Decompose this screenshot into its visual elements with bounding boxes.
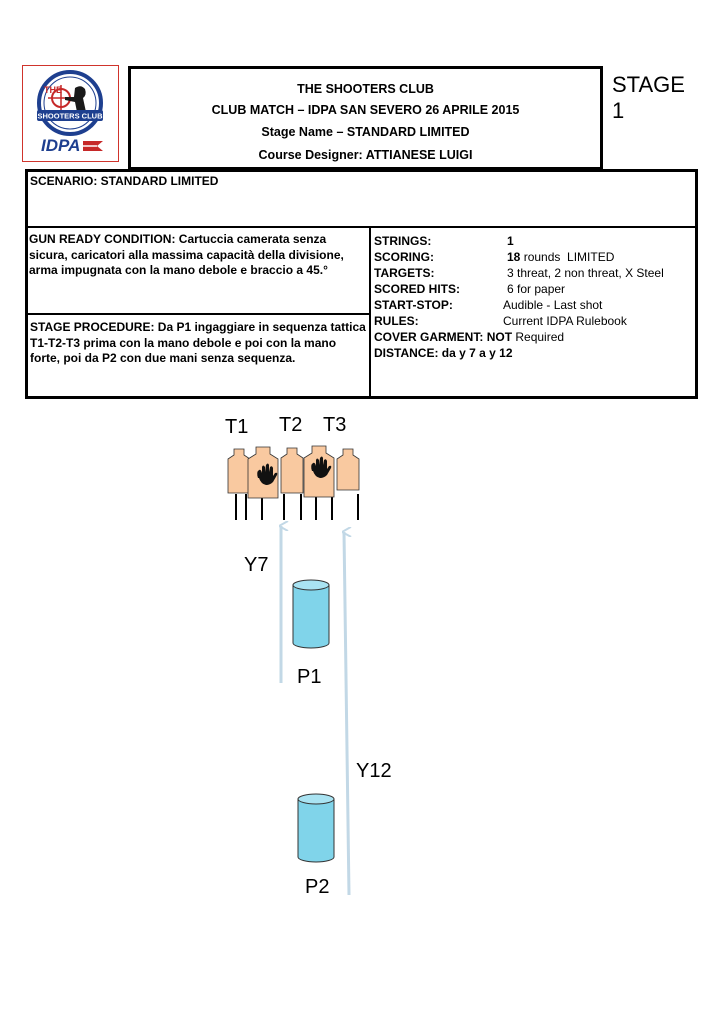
non-threat-target-1 [248, 447, 278, 498]
info-distance: DISTANCE: da y 7 a y 12 [374, 346, 513, 360]
stage-label-text: STAGE [612, 72, 685, 97]
logo-top-text: THE [44, 85, 62, 95]
stage-header [128, 66, 603, 170]
target-t3 [337, 449, 359, 490]
club-logo [22, 65, 119, 162]
stage-procedure: STAGE PROCEDURE: Da P1 ingaggiare in sequenza tattica T1-T2-T3 prima con la mano debole e poi con la mano forte, poi da P2 con due mani senza sequenza. [30, 320, 366, 365]
header-match-name: CLUB MATCH – IDPA SAN SEVERO 26 APRILE 2015 [211, 103, 520, 117]
target-label-t1: T1 [225, 416, 249, 438]
info-targets: TARGETS: 3 threat, 2 non threat, X Steel [374, 266, 664, 280]
info-scored-hits: SCORED HITS: 6 for paper [374, 282, 566, 296]
distance-label-y12: Y12 [356, 760, 392, 782]
target-t2 [281, 448, 303, 493]
stage-number [612, 72, 685, 124]
header-stage-name: Stage Name – STANDARD LIMITED [261, 125, 470, 139]
logo-club-text: SHOOTERS CLUB [37, 111, 103, 121]
position-p2-barrel [298, 794, 334, 862]
info-scoring: SCORING: 18 rounds LIMITED [374, 250, 615, 264]
logo-emblem [23, 66, 118, 161]
distance-label-y7: Y7 [244, 554, 269, 576]
header-club-name: THE SHOOTERS CLUB [297, 82, 434, 96]
stage-diagram [0, 400, 724, 1000]
header-course-designer: Course Designer: ATTIANESE LUIGI [258, 148, 473, 162]
table-divider [25, 226, 698, 228]
stage-number-value: 1 [612, 98, 625, 123]
table-divider [25, 313, 370, 315]
info-start-stop: START-STOP: Audible - Last shot [374, 298, 603, 312]
scenario-text: SCENARIO: STANDARD LIMITED [30, 174, 219, 188]
info-cover-garment: COVER GARMENT: NOT Required [374, 330, 565, 344]
arrow-p2-to-targets [344, 532, 349, 895]
gun-ready-condition: GUN READY CONDITION: Cartuccia camerata senza sicura, caricatori alla massima capacità della divisione, arma impugnata con la mano debole e braccio a 45.° [29, 232, 344, 277]
logo-org-text: IDPA [41, 136, 81, 155]
target-label-t3: T3 [323, 414, 347, 436]
position-p1-barrel [293, 580, 329, 648]
target-t1 [228, 449, 250, 493]
stage-info-list [374, 233, 694, 361]
info-strings: STRINGS: 1 [374, 234, 514, 248]
target-label-t2: T2 [279, 414, 303, 436]
info-rules: RULES: Current IDPA Rulebook [374, 314, 627, 328]
position-label-p1: P1 [297, 666, 322, 688]
position-label-p2: P2 [305, 876, 330, 898]
non-threat-target-2 [304, 446, 334, 497]
